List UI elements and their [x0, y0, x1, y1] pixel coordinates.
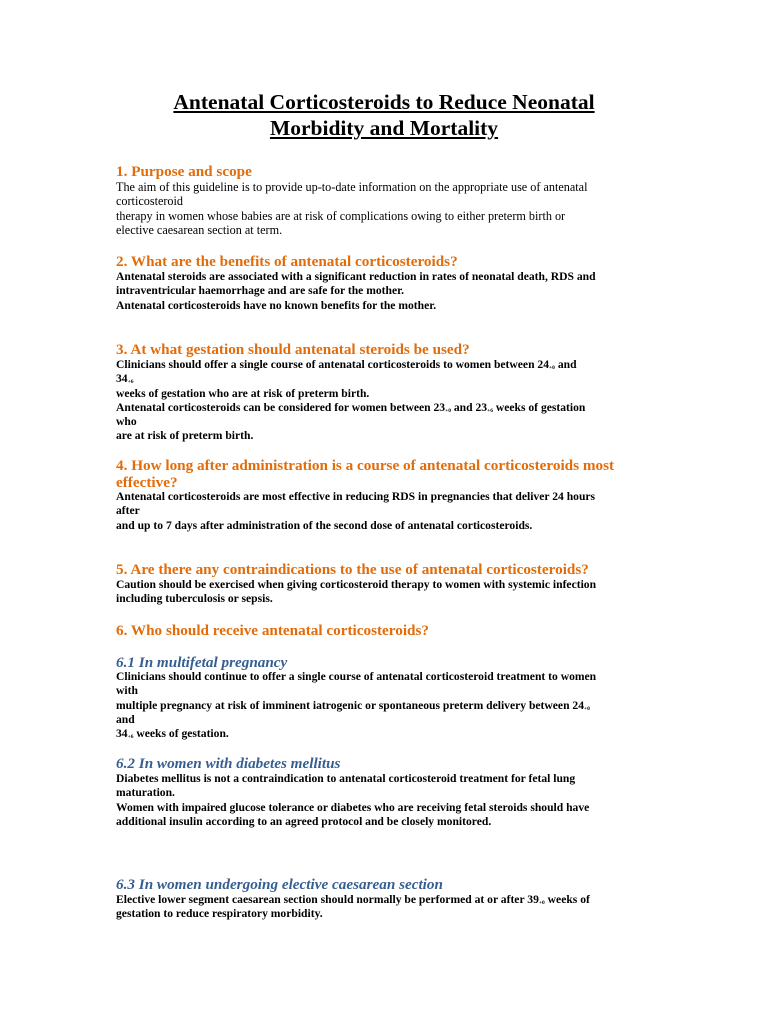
paragraph-line: Antenatal corticosteroids are most effective in reducing RDS in pregnancies that deliver 24 hours [116, 490, 596, 503]
paragraph-line: $34_{+6}$ [116, 372, 134, 386]
section-1-body [116, 180, 656, 237]
section-3-heading: 3. At what gestation should antenatal steroids be used? [116, 341, 470, 358]
paragraph-line: additional insulin according to an agreed protocol and be closely monitored. [116, 814, 492, 828]
section-1-heading: 1. Purpose and scope [116, 163, 252, 180]
gestation-superscript: +6 [487, 407, 493, 414]
paragraph-line: gestation to reduce respiratory morbidity. [116, 907, 323, 921]
paragraph-line: $34_{+6}$ weeks of gestation. [116, 727, 229, 741]
paragraph-line: Women with impaired glucose tolerance or diabetes who are receiving fetal steroids should have [116, 800, 590, 814]
paragraph-line: Clinicians should continue to offer a single course of antenatal corticosteroid treatment to women [116, 670, 597, 683]
paragraph-line: are at risk of preterm birth. [116, 429, 254, 443]
paragraph-line: including tuberculosis or sepsis. [116, 592, 273, 606]
paragraph-line: with [116, 684, 138, 698]
paragraph-line: weeks of gestation who are at risk of preterm birth. [116, 386, 370, 400]
section-2-body [116, 270, 656, 313]
paragraph-line: Elective lower segment caesarean section should normally be performed at or after $39_{+0}$ weeks of [116, 893, 590, 906]
paragraph-line: Antenatal steroids are associated with a significant reduction in rates of neonatal death, RDS and [116, 270, 596, 283]
paragraph-line: The aim of this guideline is to provide up-to-date information on the appropriate use of antenatal [116, 180, 588, 194]
paragraph-line: Caution should be exercised when giving corticosteroid therapy to women with systemic infection [116, 578, 597, 591]
document-title [116, 89, 652, 141]
paragraph-line: and up to 7 days after administration of the second dose of antenatal corticosteroids. [116, 518, 533, 532]
gestation-superscript: +6 [127, 734, 134, 741]
paragraph-line: Clinicians should offer a single course of antenatal corticosteroids to women between $24_{+0}$ and [116, 358, 577, 371]
subsection-6-1-body [116, 670, 656, 741]
section-5-body [116, 578, 656, 607]
paragraph-line: multiple pregnancy at risk of imminent iatrogenic or spontaneous preterm delivery between $24_{+0}$ [116, 698, 590, 712]
section-5-heading: 5. Are there any contraindications to the use of antenatal corticosteroids? [116, 561, 589, 578]
subsection-6-2-heading: 6.2 In women with diabetes mellitus [116, 755, 341, 772]
paragraph-line: corticosteroid [116, 194, 184, 209]
paragraph-line: therapy in women whose babies are at risk of complications owing to either preterm birth or [116, 208, 566, 223]
paragraph-line: Diabetes mellitus is not a contraindication to antenatal corticosteroid treatment for fetal lung [116, 772, 576, 785]
gestation-superscript: +0 [538, 900, 545, 906]
paragraph-line: Antenatal corticosteroids have no known benefits for the mother. [116, 298, 437, 312]
section-6-heading: 6. Who should receive antenatal corticosteroids? [116, 622, 430, 639]
paragraph-line: and [116, 712, 135, 726]
subsection-6-2-body [116, 772, 656, 829]
gestation-superscript: +0 [445, 407, 451, 414]
paragraph-line: Antenatal corticosteroids can be considered for women between $23_{+0}$ and $23_{+6}$ weeks of gestation [116, 400, 586, 414]
paragraph-line: elective caesarean section at term. [116, 222, 283, 237]
paragraph-line: intraventricular haemorrhage and are safe for the mother. [116, 284, 405, 298]
gestation-superscript: +0 [584, 705, 590, 712]
section-4-body [116, 490, 656, 533]
paragraph-line: maturation. [116, 786, 175, 800]
paragraph-line: who [116, 415, 137, 429]
subsection-6-3-heading: 6.3 In women undergoing elective caesarean section [116, 876, 443, 893]
subsection-6-1-heading: 6.1 In multifetal pregnancy [116, 654, 288, 671]
paragraph-line: after [116, 504, 140, 518]
section-3-body [116, 358, 656, 444]
title-line-2: Morbidity and Mortality [269, 116, 499, 140]
gestation-superscript: +0 [549, 365, 555, 371]
title-line-1: Antenatal Corticosteroids to Reduce Neonatal [173, 90, 595, 114]
gestation-superscript: +6 [127, 379, 134, 386]
section-2-heading: 2. What are the benefits of antenatal corticosteroids? [116, 253, 458, 270]
subsection-6-3-body [116, 893, 656, 922]
section-4-heading: 4. How long after administration is a course of antenatal corticosteroids most effective? [116, 457, 615, 491]
